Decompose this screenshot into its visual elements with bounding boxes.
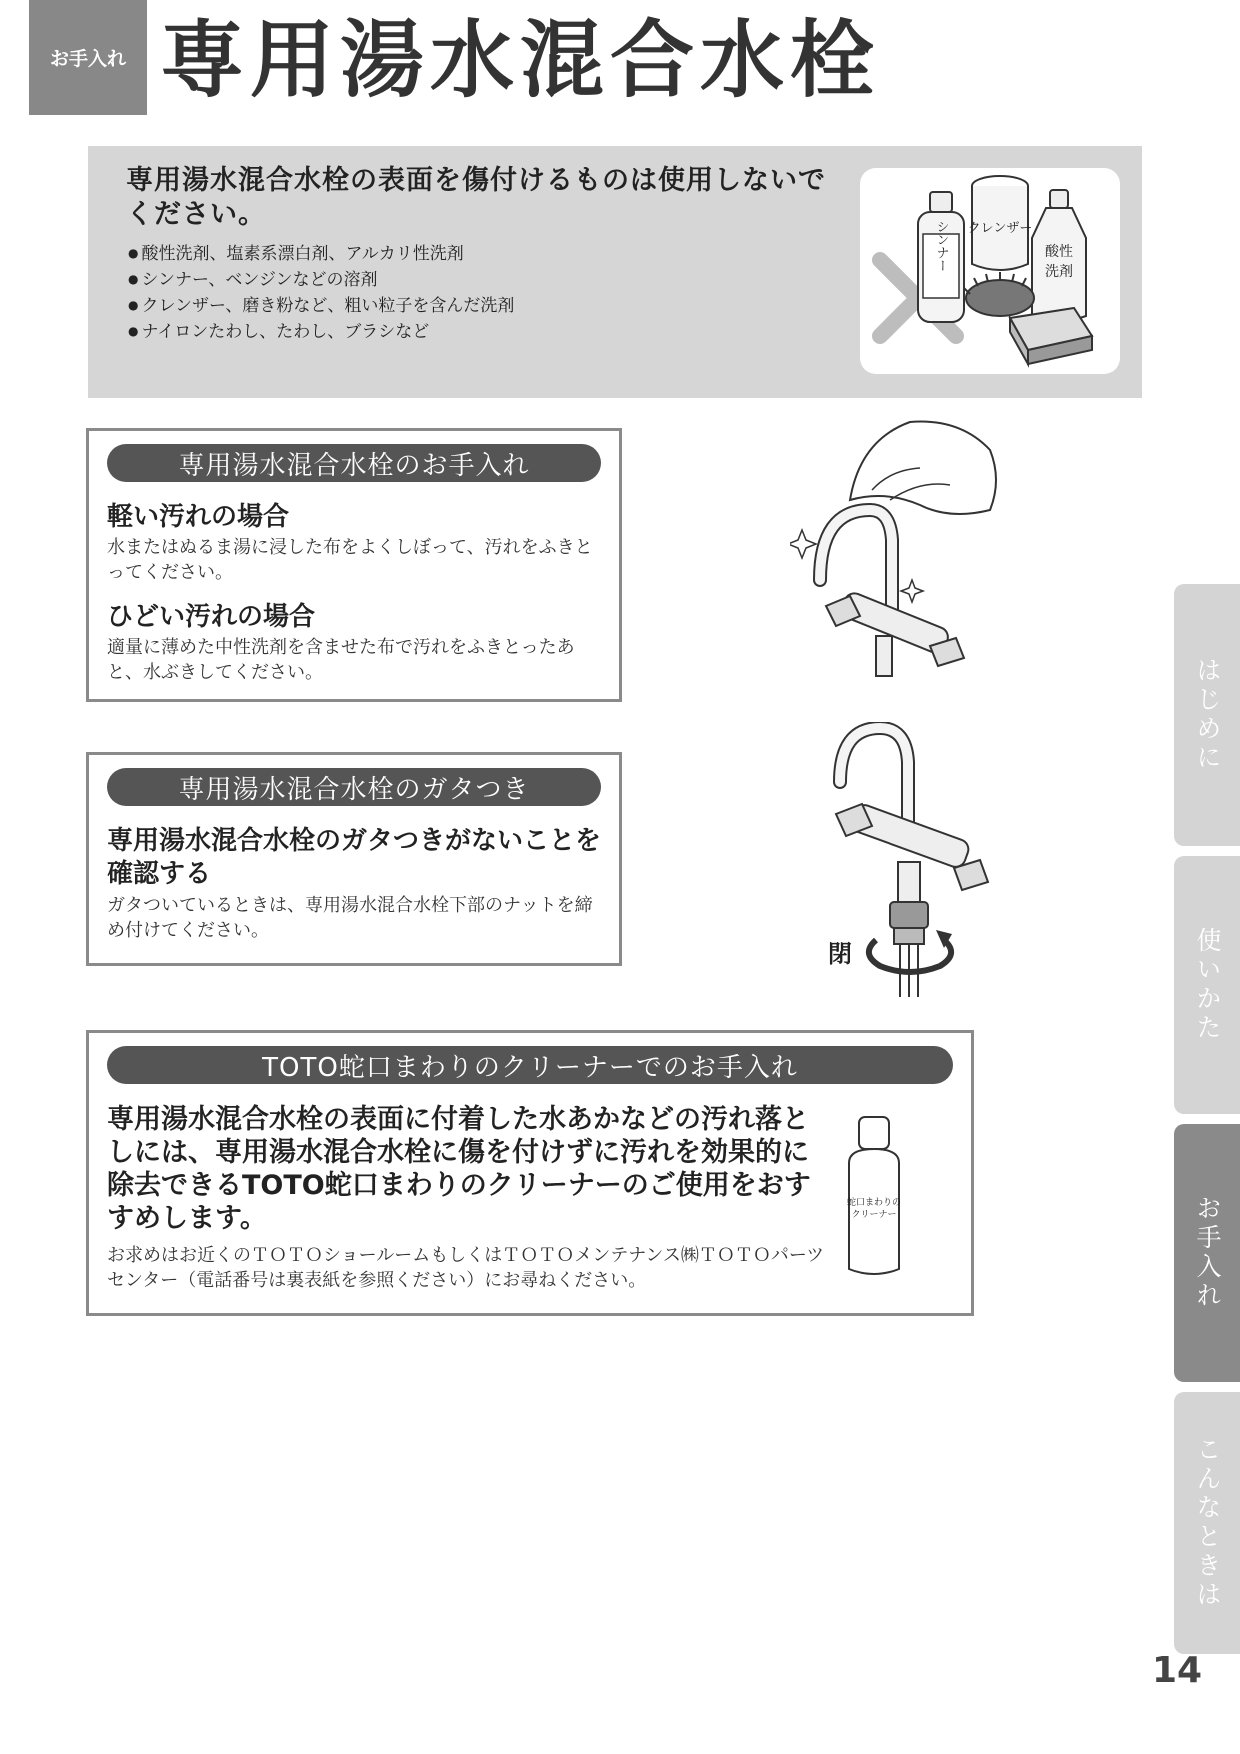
cleanser-can-icon xyxy=(968,176,1033,270)
light-dirt-text: 水またはぬるま湯に浸した布をよくしぼって、汚れをふきとってください。 xyxy=(107,537,593,583)
acid-detergent-bottle-icon xyxy=(1032,190,1086,321)
page-title: 専用湯水混合水栓 xyxy=(160,11,881,109)
cleaner-title-pill: TOTO蛇口まわりのクリーナーでのお手入れ xyxy=(107,1046,953,1084)
tab-hajimeni[interactable]: はじめに xyxy=(1174,584,1240,846)
faucet-icon xyxy=(836,728,988,902)
cleaner-card xyxy=(86,1030,974,1316)
scrub-brush-icon xyxy=(964,272,1034,316)
cleaner-bottle-icon xyxy=(847,1117,901,1274)
faucet-nut-illustration xyxy=(820,722,1000,1002)
bottle-label-1: 蛇口まわりの xyxy=(846,1198,902,1208)
nut-icon xyxy=(890,902,928,997)
warning-box xyxy=(88,146,1142,398)
warning-item: ● ナイロンたわし、たわし、ブラシなど xyxy=(128,320,514,346)
acid-label-2: 洗剤 xyxy=(1045,264,1073,280)
tab-tsukaikata[interactable]: 使いかた xyxy=(1174,856,1240,1114)
wobble-text: ガタついているときは、専用湯水混合水栓下部のナットを締め付けてください。 xyxy=(107,895,593,941)
acid-label-1: 酸性 xyxy=(1045,244,1073,260)
tab-oteire[interactable]: お手入れ xyxy=(1174,1124,1240,1382)
bottle-label-2: クリーナー xyxy=(851,1210,897,1220)
cleaner-main-text: 専用湯水混合水栓の表面に付着した水あかなどの汚れ落としには、専用湯水混合水栓に傷を付けずに汚れを効果的に除去できるTOTO蛇口まわりのクリーナーのご使用をおすすめします。 xyxy=(107,1104,811,1234)
thinner-bottle-icon xyxy=(918,192,964,322)
warning-list xyxy=(128,242,514,346)
wobble-card xyxy=(86,752,622,966)
warning-item: ● シンナー、ベンジンなどの溶剤 xyxy=(128,268,514,294)
tab-konnatokiha[interactable]: こんなときは xyxy=(1174,1392,1240,1654)
care-title-pill: 専用湯水混合水栓のお手入れ xyxy=(107,444,601,482)
heavy-dirt-heading: ひどい汚れの場合 xyxy=(107,602,316,632)
heavy-dirt-text: 適量に薄めた中性洗剤を含ませた布で汚れをふきとったあと、水ぶきしてください。 xyxy=(107,637,575,683)
prohibited-items-illustration xyxy=(860,168,1120,374)
warning-item: ● クレンザー、磨き粉など、粗い粒子を含んだ洗剤 xyxy=(128,294,514,320)
wobble-heading: 専用湯水混合水栓のガタつきがないことを確認する xyxy=(107,826,602,889)
cloth-icon xyxy=(850,422,996,514)
faucet-wiping-illustration xyxy=(790,410,1020,680)
close-label: 閉 xyxy=(828,940,852,968)
thinner-label: シンナー xyxy=(933,220,949,272)
cleaner-note: お求めはお近くのＴＯＴＯショールームもしくはＴＯＴＯメンテナンス㈱ＴＯＴＯパーツセンター（電話番号は裏表紙を参照ください）にお尋ねください。 xyxy=(107,1245,825,1291)
wobble-title-pill: 専用湯水混合水栓のガタつき xyxy=(107,768,601,806)
cleaner-bottle-illustration xyxy=(843,1113,923,1283)
faucet-icon xyxy=(820,510,964,676)
cleanser-label: クレンザー xyxy=(967,221,1033,236)
light-dirt-heading: 軽い汚れの場合 xyxy=(107,502,290,532)
section-badge: お手入れ xyxy=(29,0,147,115)
care-card xyxy=(86,428,622,702)
sponge-icon xyxy=(1010,308,1092,364)
warning-item: ● 酸性洗剤、塩素系漂白剤、アルカリ性洗剤 xyxy=(128,242,514,268)
page-number: 14 xyxy=(1152,1650,1203,1691)
sparkle-icon xyxy=(790,530,923,602)
warning-heading: 専用湯水混合水栓の表面を傷付けるものは使用しないでください。 xyxy=(126,165,826,230)
